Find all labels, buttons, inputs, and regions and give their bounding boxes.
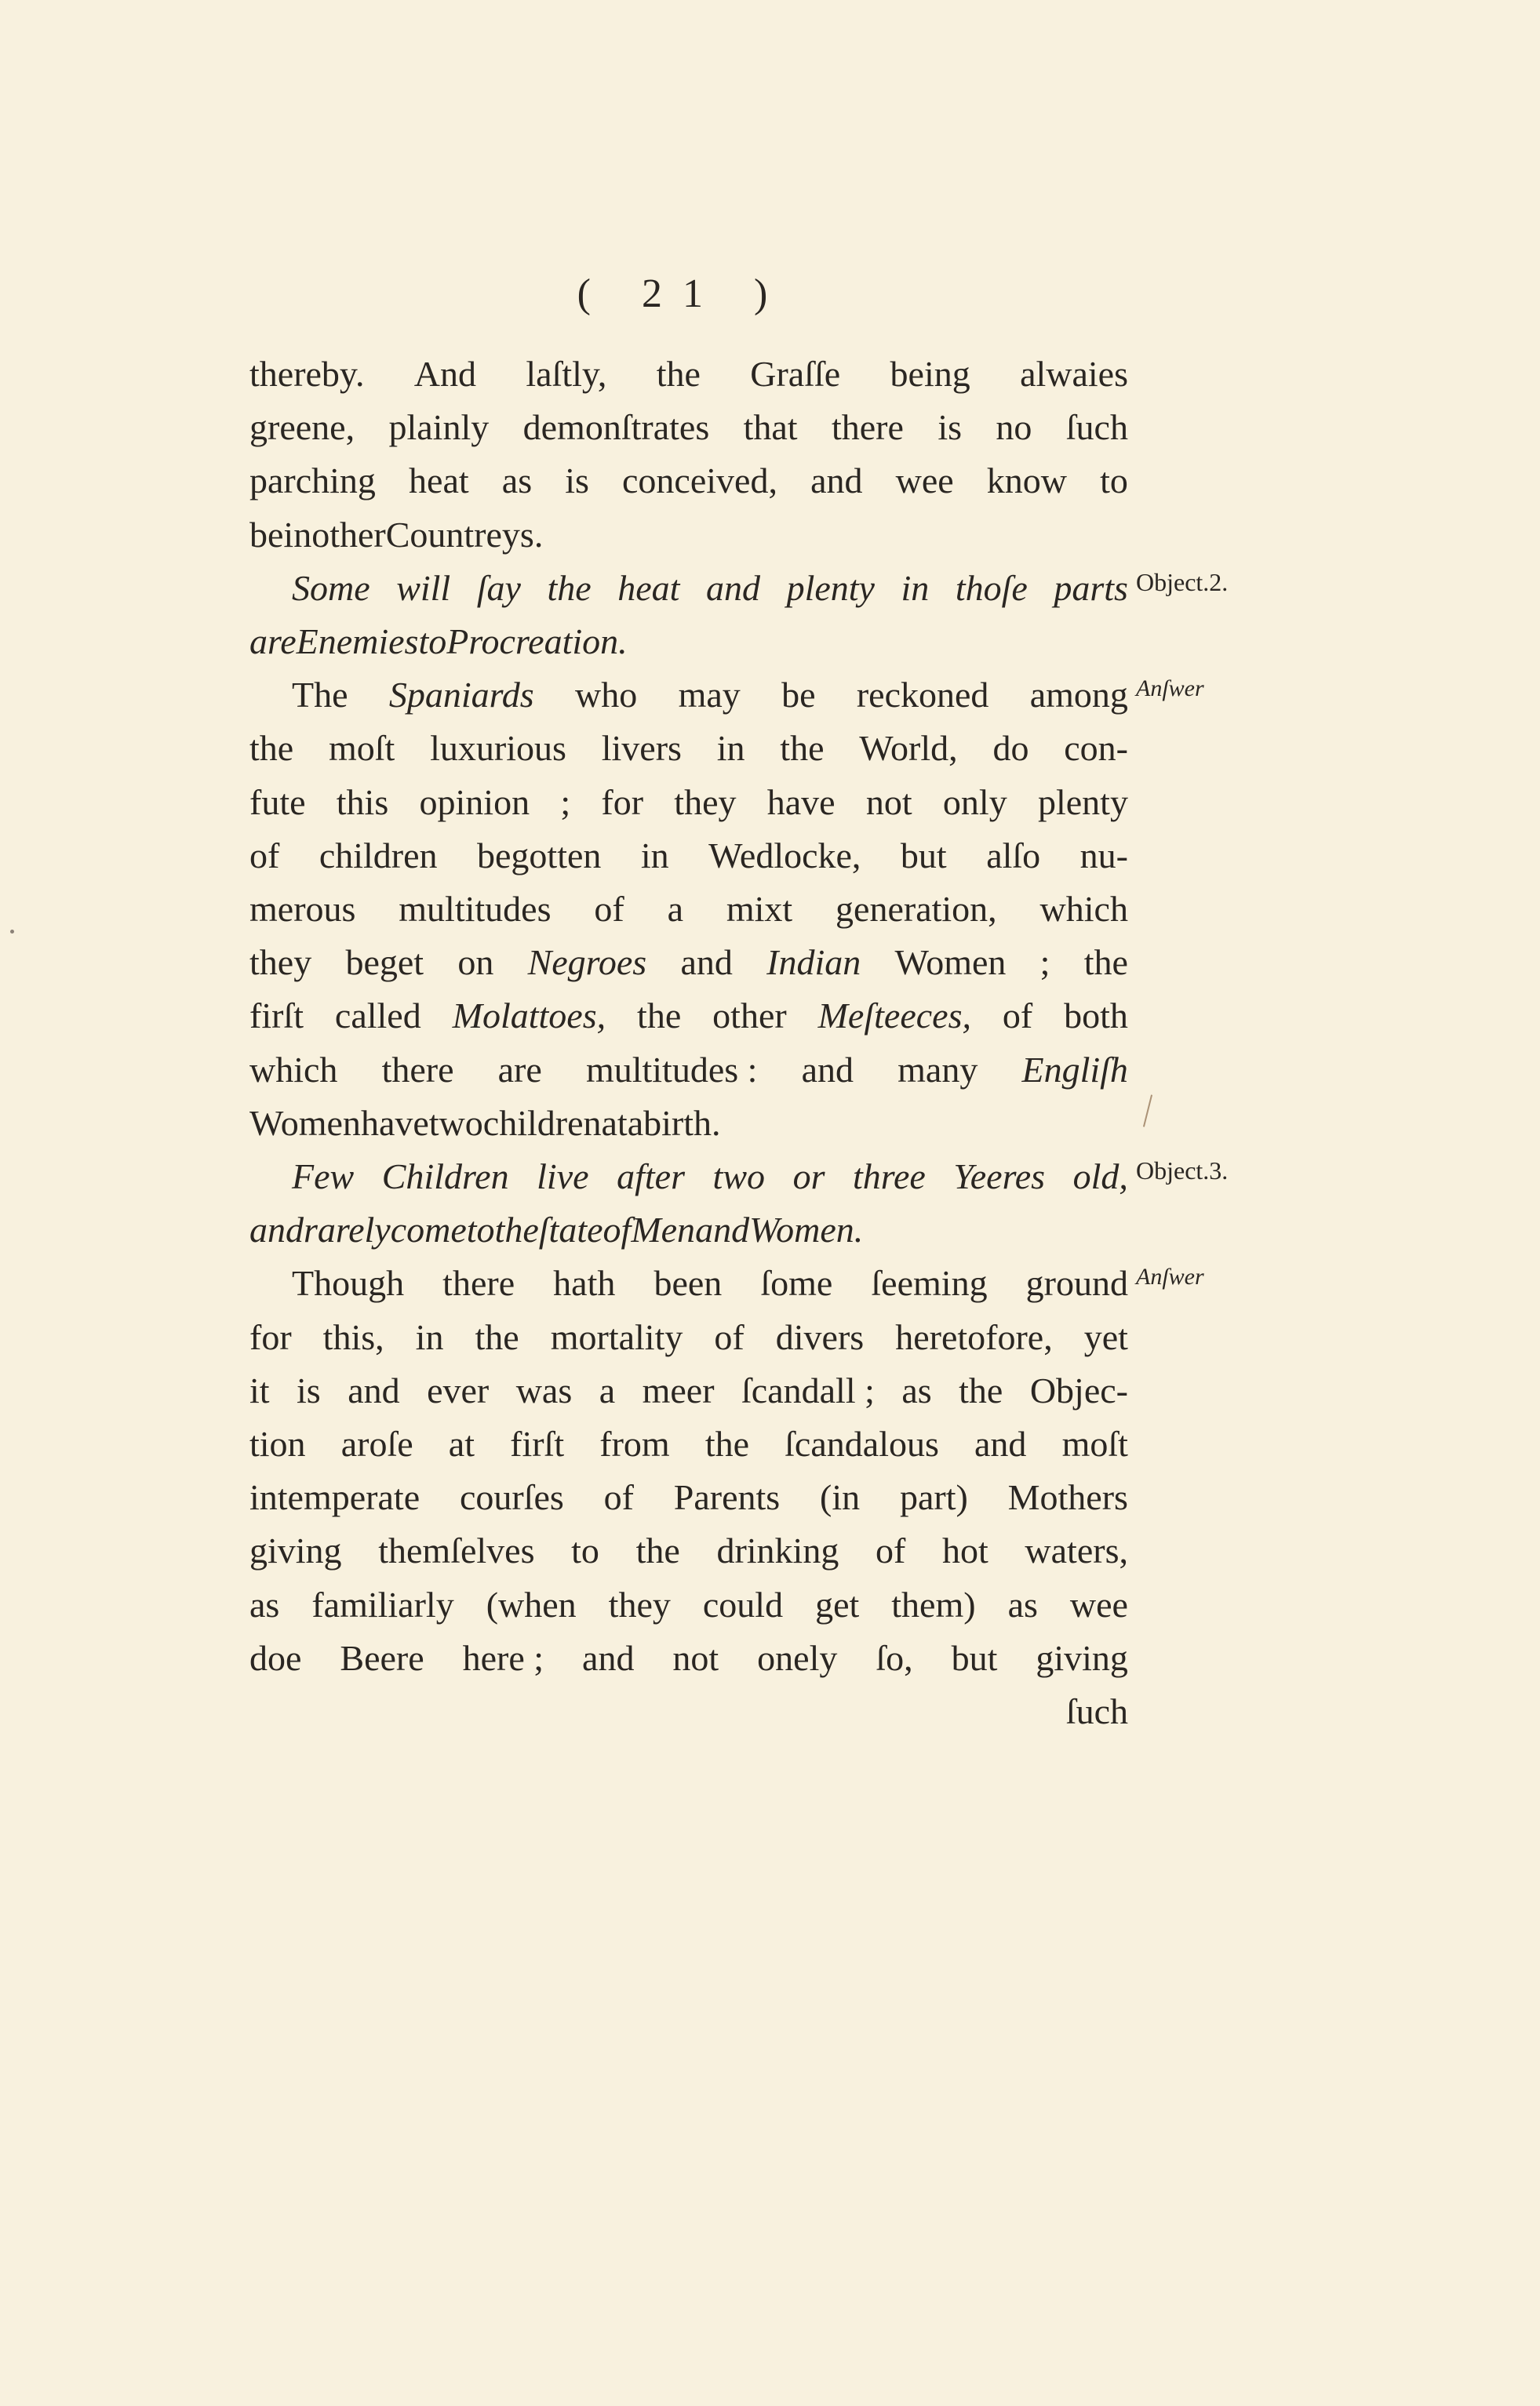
text-line xyxy=(249,349,1128,399)
word: mortality xyxy=(550,1316,683,1357)
word: who xyxy=(575,675,638,715)
text-line xyxy=(249,456,1128,506)
word: heat xyxy=(409,460,469,501)
word: after xyxy=(617,1156,685,1196)
word: meer xyxy=(642,1370,715,1410)
word: and xyxy=(810,460,863,501)
text-line xyxy=(249,723,1128,773)
word: waters, xyxy=(1025,1531,1128,1571)
word: ; xyxy=(560,781,571,822)
word: courſes xyxy=(459,1477,564,1518)
word: other xyxy=(712,996,787,1036)
word: (when xyxy=(486,1584,577,1625)
word: ever xyxy=(427,1370,490,1410)
word: firſt xyxy=(510,1424,565,1464)
word: alſo xyxy=(986,835,1041,875)
word: thereby. xyxy=(249,354,365,394)
stray-ink-mark xyxy=(1143,1094,1152,1127)
text-line xyxy=(249,617,1128,667)
word: Negroes xyxy=(527,942,647,983)
word: beget xyxy=(345,942,424,983)
word: here ; xyxy=(462,1637,544,1678)
word: a xyxy=(667,889,683,929)
word: not xyxy=(672,1637,719,1678)
word: are xyxy=(497,1049,542,1090)
word: hot xyxy=(941,1531,988,1571)
word: ſo, xyxy=(876,1637,913,1678)
word: and xyxy=(695,1210,750,1250)
word: is xyxy=(297,1370,321,1410)
word: moſt xyxy=(329,728,395,769)
word: for xyxy=(601,781,644,822)
word: there xyxy=(831,407,904,448)
word: luxurious xyxy=(430,728,566,769)
word: the xyxy=(249,728,294,769)
word: of xyxy=(1002,996,1033,1036)
word: the xyxy=(780,728,825,769)
word: do xyxy=(992,728,1029,769)
word: and xyxy=(801,1049,854,1090)
word: aroſe xyxy=(340,1424,413,1464)
word: giving xyxy=(249,1531,342,1571)
word: thoſe xyxy=(955,567,1028,608)
word: livers xyxy=(601,728,682,769)
word: the xyxy=(704,1424,750,1464)
word: not xyxy=(865,781,912,822)
word: giving xyxy=(1036,1637,1128,1678)
word: for xyxy=(249,1316,292,1357)
word: ſome xyxy=(760,1263,833,1304)
word: both xyxy=(1064,996,1128,1036)
word: part) xyxy=(899,1477,968,1518)
text-line xyxy=(249,1098,1128,1148)
margin-note: Object.3. xyxy=(1136,1156,1229,1185)
word: rarely xyxy=(304,1210,391,1250)
word: in xyxy=(283,514,312,555)
word: And xyxy=(413,354,477,394)
word: children xyxy=(319,835,438,875)
word: and xyxy=(706,567,761,608)
word: alwaies xyxy=(1020,354,1128,394)
word: old, xyxy=(1072,1156,1128,1196)
text-line xyxy=(292,563,1128,613)
word: The xyxy=(292,675,348,715)
word: it xyxy=(249,1370,270,1410)
word: to xyxy=(1100,460,1128,501)
margin-note: Anſwer xyxy=(1136,1264,1204,1290)
text-line xyxy=(249,1472,1128,1523)
word: greene, xyxy=(249,407,355,448)
word: was xyxy=(515,1370,573,1410)
word: ſcandall ; xyxy=(741,1370,875,1410)
word: there xyxy=(381,1049,454,1090)
text-line xyxy=(249,1366,1128,1416)
text-line xyxy=(249,831,1128,881)
word: moſt xyxy=(1061,1424,1128,1464)
word: heat xyxy=(617,567,680,608)
word: among xyxy=(1029,675,1128,715)
word: there xyxy=(442,1263,515,1304)
word: this, xyxy=(322,1316,384,1357)
text-line xyxy=(249,937,1128,988)
word: Procreation. xyxy=(446,621,628,661)
word: themſelves xyxy=(378,1531,535,1571)
word: that xyxy=(743,407,798,448)
word: demonſtrates xyxy=(522,407,710,448)
word: Spaniards xyxy=(388,675,534,715)
word: Mothers xyxy=(1007,1477,1128,1518)
paper-speck xyxy=(10,930,14,934)
word: but xyxy=(900,835,947,875)
word: to xyxy=(466,1210,495,1250)
word: Engliſh xyxy=(1021,1049,1128,1090)
word: which xyxy=(1039,889,1128,929)
text-line xyxy=(249,1312,1128,1363)
word: be xyxy=(781,675,816,715)
word: birth. xyxy=(643,1102,721,1143)
word: divers xyxy=(775,1316,865,1357)
word: in xyxy=(640,835,669,875)
word: multitudes : xyxy=(585,1049,758,1090)
word: been xyxy=(653,1263,723,1304)
word: are xyxy=(249,621,297,661)
word: called xyxy=(334,996,421,1036)
word: Women. xyxy=(749,1210,864,1250)
text-line xyxy=(292,1258,1128,1309)
word: in xyxy=(901,567,930,608)
word: ſuch xyxy=(1065,407,1128,448)
word: the xyxy=(1083,942,1128,983)
word: ſcandalous xyxy=(785,1424,939,1464)
word: and xyxy=(348,1370,400,1410)
word: at xyxy=(601,1102,628,1143)
word: on xyxy=(457,942,494,983)
word: tion xyxy=(249,1424,306,1464)
word: and xyxy=(582,1637,635,1678)
word: Though xyxy=(292,1263,405,1304)
text-line xyxy=(249,1633,1128,1683)
word: plainly xyxy=(388,407,490,448)
word: Women xyxy=(894,942,1007,983)
word: (in xyxy=(820,1477,861,1518)
word: of xyxy=(603,1210,632,1250)
text-line xyxy=(292,1152,1128,1202)
word: no xyxy=(996,407,1032,448)
word: generation, xyxy=(836,889,997,929)
word: Molattoes, xyxy=(452,996,606,1036)
word: Some xyxy=(292,567,370,608)
word: opinion xyxy=(419,781,530,822)
word: begotten xyxy=(477,835,602,875)
text-line xyxy=(249,510,1128,560)
word: Beere xyxy=(340,1637,424,1678)
word: intemperate xyxy=(249,1477,420,1518)
word: reckoned xyxy=(856,675,989,715)
word: Countreys. xyxy=(385,514,544,555)
word: Indian xyxy=(766,942,861,983)
word: in xyxy=(415,1316,444,1357)
word: as xyxy=(901,1370,932,1410)
word: other xyxy=(311,514,386,555)
word: to xyxy=(571,1531,599,1571)
word: have xyxy=(766,781,836,822)
word: a xyxy=(627,1102,644,1143)
word: doe xyxy=(249,1637,302,1678)
word: Graſſe xyxy=(750,354,841,394)
word: the xyxy=(635,1531,680,1571)
word: World, xyxy=(859,728,958,769)
word: con- xyxy=(1064,728,1128,769)
word: parts xyxy=(1054,567,1128,608)
word: but xyxy=(951,1637,998,1678)
word: heretofore, xyxy=(895,1316,1053,1357)
word: is xyxy=(937,407,962,448)
word: only xyxy=(942,781,1007,822)
word: as xyxy=(1007,1584,1038,1625)
word: live xyxy=(537,1156,589,1196)
word: of xyxy=(249,835,280,875)
text-line xyxy=(249,1580,1128,1630)
word: merous xyxy=(249,889,356,929)
word: many xyxy=(897,1049,978,1090)
word: ground xyxy=(1025,1263,1128,1304)
word: as xyxy=(249,1584,280,1625)
text-line xyxy=(249,402,1128,453)
margin-note: Object.2. xyxy=(1136,567,1229,596)
text-line xyxy=(249,777,1128,828)
word: the xyxy=(637,996,682,1036)
word: mixt xyxy=(726,889,793,929)
word: Objec- xyxy=(1029,1370,1128,1410)
word: come xyxy=(390,1210,467,1250)
word: ſtate xyxy=(538,1210,603,1250)
word: laſtly, xyxy=(526,354,607,394)
word: which xyxy=(249,1049,338,1090)
word: yet xyxy=(1083,1316,1128,1357)
word: familiarly xyxy=(311,1584,454,1625)
word: the xyxy=(494,1210,539,1250)
word: Women xyxy=(249,1102,361,1143)
word: plenty xyxy=(786,567,875,608)
word: the xyxy=(475,1316,519,1357)
word: they xyxy=(249,942,312,983)
word: hath xyxy=(553,1263,616,1304)
word: in xyxy=(716,728,745,769)
word: at xyxy=(448,1424,475,1464)
word: the xyxy=(656,354,701,394)
word: Parents xyxy=(673,1477,781,1518)
word: firſt xyxy=(249,996,304,1036)
text-line xyxy=(249,1205,1128,1255)
word: ; xyxy=(1039,942,1050,983)
word: they xyxy=(608,1584,671,1625)
word: Wedlocke, xyxy=(708,835,861,875)
word: is xyxy=(565,460,589,501)
word: they xyxy=(674,781,737,822)
word: parching xyxy=(249,460,376,501)
word: nu- xyxy=(1079,835,1128,875)
word: of xyxy=(603,1477,634,1518)
text-line xyxy=(249,1045,1128,1095)
word: of xyxy=(876,1531,906,1571)
word: as xyxy=(501,460,533,501)
word: a xyxy=(599,1370,616,1410)
word: know xyxy=(986,460,1068,501)
word: wee xyxy=(1069,1584,1128,1625)
word: or xyxy=(792,1156,825,1196)
word: and xyxy=(249,1210,304,1250)
word: from xyxy=(599,1424,670,1464)
word: get xyxy=(815,1584,860,1625)
word: ſeeming xyxy=(871,1263,988,1304)
page-number: ( 21 ) xyxy=(577,271,788,316)
word: of xyxy=(594,889,624,929)
word: Men xyxy=(631,1210,696,1250)
word: drinking xyxy=(716,1531,839,1571)
word: Few xyxy=(292,1156,355,1196)
margin-note: Anſwer xyxy=(1136,675,1204,702)
text-line xyxy=(249,1419,1128,1469)
word: the xyxy=(547,567,592,608)
word: conceived, xyxy=(622,460,777,501)
word: to xyxy=(418,621,447,661)
word: two xyxy=(428,1102,483,1143)
word: three xyxy=(853,1156,926,1196)
word: fute xyxy=(249,781,306,822)
text-line xyxy=(249,1526,1128,1576)
word: and xyxy=(974,1424,1027,1464)
word: Children xyxy=(381,1156,509,1196)
word: will xyxy=(396,567,451,608)
word: onely xyxy=(757,1637,838,1678)
text-line xyxy=(249,991,1128,1041)
word: Yeeres xyxy=(953,1156,1046,1196)
word: of xyxy=(714,1316,745,1357)
word: Meſteeces, xyxy=(817,996,971,1036)
word: being xyxy=(890,354,970,394)
word: plenty xyxy=(1037,781,1128,822)
word: may xyxy=(678,675,741,715)
word: children xyxy=(482,1102,602,1143)
word: wee xyxy=(895,460,954,501)
word: be xyxy=(249,514,284,555)
word: them) xyxy=(891,1584,976,1625)
word: the xyxy=(959,1370,1003,1410)
word: Enemies xyxy=(296,621,419,661)
word: have xyxy=(360,1102,429,1143)
word: ſay xyxy=(476,567,521,608)
text-line xyxy=(249,884,1128,934)
word: could xyxy=(702,1584,784,1625)
word: and xyxy=(680,942,733,983)
word: this xyxy=(336,781,389,822)
word: multitudes xyxy=(399,889,552,929)
text-line xyxy=(292,670,1128,720)
word: ſuch xyxy=(1065,1691,1128,1731)
text-line xyxy=(249,1687,1128,1737)
word: two xyxy=(712,1156,766,1196)
